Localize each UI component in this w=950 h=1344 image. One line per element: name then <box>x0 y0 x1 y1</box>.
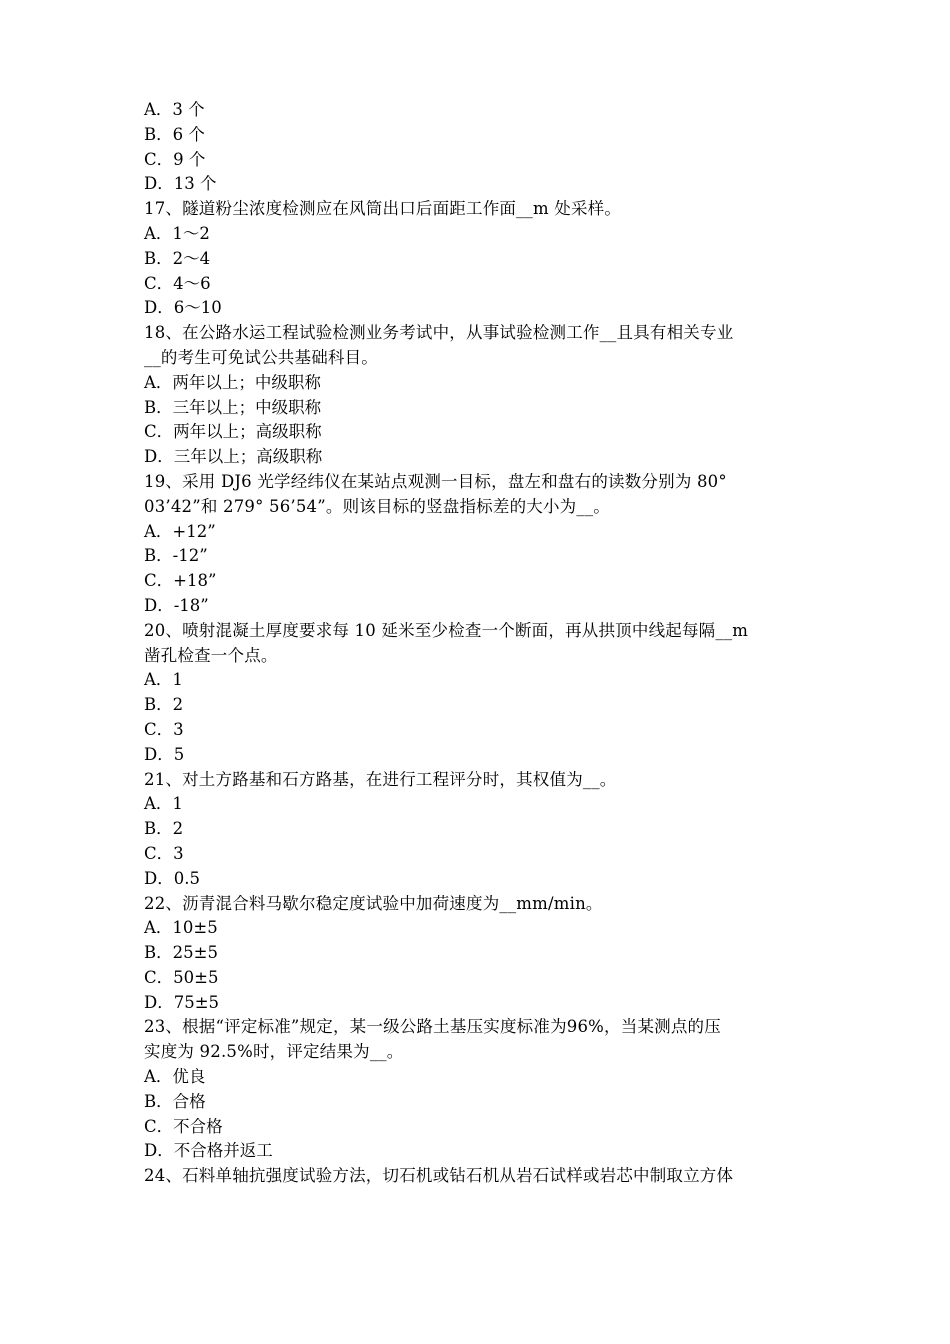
answer-option: C．50±5 <box>144 967 219 987</box>
answer-option: B．2～4 <box>144 248 211 268</box>
answer-option: D．0.5 <box>144 868 200 888</box>
answer-option: A．1 <box>144 670 183 690</box>
question-text-line: 20、喷射混凝土厚度要求每 10 延米至少检查一个断面，再从拱顶中线起每隔__m <box>144 620 749 640</box>
question-text-line: 18、在公路水运工程试验检测业务考试中，从事试验检测工作__且具有相关专业 <box>144 323 734 343</box>
question-text-line: 22、沥青混合料马歇尔稳定度试验中加荷速度为__mm/min。 <box>144 893 603 913</box>
answer-option: B．合格 <box>144 1091 206 1111</box>
answer-option: A．两年以上；中级职称 <box>144 372 321 392</box>
question-text-line: 23、根据“评定标准”规定，某一级公路土基压实度标准为96%，当某测点的压 <box>144 1017 721 1037</box>
question-text-line: 凿孔检查一个点。 <box>144 645 278 665</box>
answer-option: D．三年以上；高级职称 <box>144 447 323 467</box>
answer-option: A．1 <box>144 794 183 814</box>
answer-option: D．5 <box>144 744 185 764</box>
question-text-line: 实度为 92.5%时，评定结果为__。 <box>144 1042 404 1062</box>
document-page <box>144 98 812 1189</box>
answer-option: A．10±5 <box>144 918 218 938</box>
question-text-line: 03’42”和 279° 56’54”。则该目标的竖盘指标差的大小为__。 <box>144 496 610 516</box>
answer-option: A．优良 <box>144 1067 206 1087</box>
answer-option: B．-12” <box>144 546 208 566</box>
answer-option: C．9 个 <box>144 149 206 169</box>
question-text-line: __的考生可免试公共基础科目。 <box>144 347 378 367</box>
answer-option: C．+18” <box>144 571 217 591</box>
answer-option: A．+12” <box>144 521 216 541</box>
answer-option: C．3 <box>144 719 184 739</box>
question-text-line: 21、对土方路基和石方路基，在进行工程评分时，其权值为__。 <box>144 769 617 789</box>
question-text-line: 17、隧道粉尘浓度检测应在风筒出口后面距工作面__m 处采样。 <box>144 199 622 219</box>
answer-option: B．25±5 <box>144 943 218 963</box>
answer-option: D．不合格并返工 <box>144 1141 273 1161</box>
answer-option: D．6～10 <box>144 298 222 318</box>
answer-option: D．75±5 <box>144 992 220 1012</box>
answer-option: B．2 <box>144 819 184 839</box>
answer-option: B．2 <box>144 695 184 715</box>
question-text-line: 19、采用 DJ6 光学经纬仪在某站点观测一目标，盘左和盘右的读数分别为 80° <box>144 471 727 491</box>
answer-option: C．两年以上；高级职称 <box>144 422 322 442</box>
answer-option: D．13 个 <box>144 174 217 194</box>
answer-option: C．3 <box>144 843 184 863</box>
answer-option: B．三年以上；中级职称 <box>144 397 322 417</box>
answer-option: D．-18” <box>144 595 209 615</box>
answer-option: A．3 个 <box>144 100 205 119</box>
answer-option: C．不合格 <box>144 1116 223 1136</box>
question-text-line: 24、石料单轴抗强度试验方法，切石机或钻石机从岩石试样或岩芯中制取立方体 <box>144 1166 734 1186</box>
answer-option: B．6 个 <box>144 124 205 144</box>
answer-option: A．1～2 <box>144 223 210 243</box>
answer-option: C．4～6 <box>144 273 211 293</box>
